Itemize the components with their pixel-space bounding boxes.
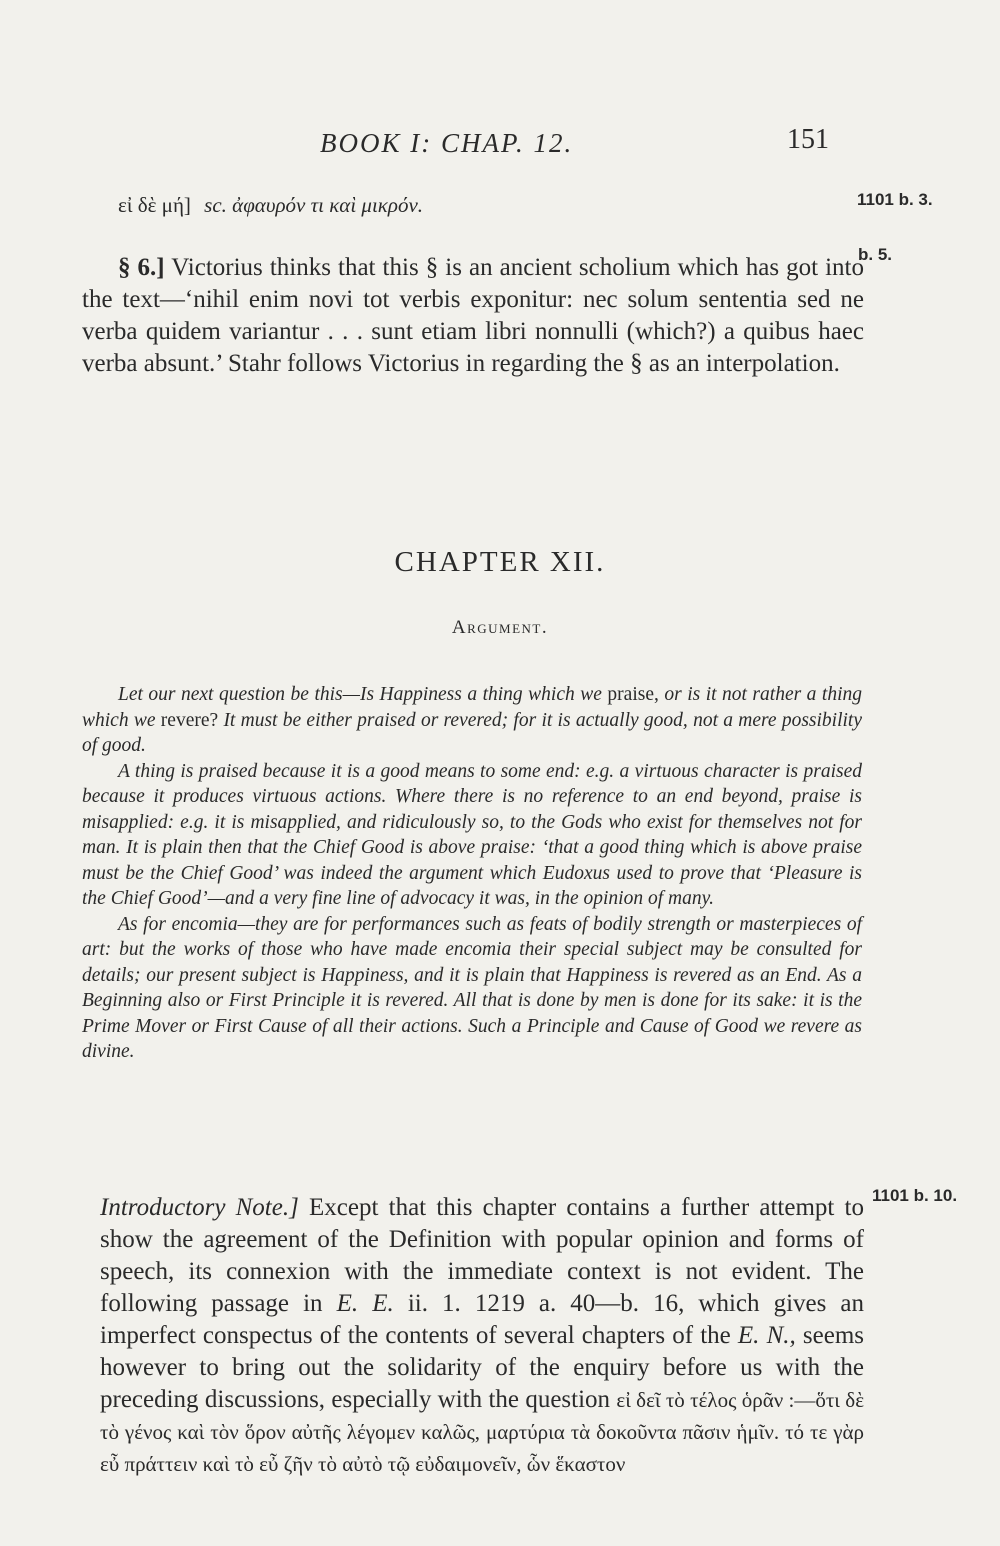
work-abbreviation: E. N., [737,1322,796,1349]
argument-paragraph: A thing is praised because it is a good means to some end: e.g. a virtuous character is praised because it produces virtuous actions. Where there is no reference to an end beyond, praise is misapplied: e.g. it is misapplied, and ridiculously so, to the Gods who exist for themselves not for man. It is plain then that the Chief Good is above praise: ‘that a good thing which is above praise must be the Chief Good’ was indeed the argument which Eudoxus used to prove that ‘Pleasure is the Chief Good’—and a very fine line of advocacy it was, in the opinion of many. [82,760,862,909]
argument-paragraph: Let our next question be this—Is Happiness a thing which we praise, or is it not rather a thing which we revere? It must be either praised or revered; for it is actually good, not a mere possibility of good. [82,684,863,756]
running-title: BOOK I: CHAP. 12. [320,128,574,158]
work-abbreviation: E. E. [336,1290,394,1317]
margin-reference: b. 5. [858,245,893,264]
margin-reference: 1101 b. 3. [857,190,933,209]
chapter-heading: CHAPTER XII. [394,546,606,578]
lemma-commentary: sc. ἀφαυρόν τι καὶ μικρόν. [204,193,424,217]
argument-text [82,682,862,1065]
section-6-text: Victorius thinks that this § is an ancient scholium which has got into the text—‘nihil enim novi tot verbis exponitur: nec solum sententia sed ne verba quidem variantur . . . sunt etiam libri nonnulli (which?) a quibus haec verba absunt.’ Stahr follows Victorius in regarding the § as an interpolation. [82,254,864,377]
section-6-note [82,252,864,380]
page-number: 151 [787,124,829,155]
section-marker: § 6.] [118,254,165,281]
argument-label: Argument. [451,617,549,638]
lemma-note [118,193,423,218]
page-header [0,124,1000,168]
margin-reference: 1101 b. 10. [872,1186,958,1205]
introductory-note: Introductory Note.] Except that this chapter contains a further attempt to show the agreement of the Definition with popular opinion and forms of speech, its connexion with the immediate context is not evident. The following passage in E. E. ii. 1. 1219 a. 40—b. 16, which gives an imperfect conspectus of the contents of several chapters of the E. N., seems however to bring out the solidarity of the enquiry before us with the preceding discussions, especially with the question εἰ δεῖ τὸ τέλος ὁρᾶν :—ὅτι δὲ τὸ γένος καὶ τὸν ὅρον αὐτῆς λέγομεν καλῶς, μαρτύρια τὰ δοκοῦντα πᾶσιν ἡμῖν. τό τε γὰρ εὖ πράττειν καὶ τὸ εὖ ζῆν τὸ αὐτὸ τῷ εὐδαιμονεῖν, ὧν ἕκαστον [100,1194,865,1476]
introductory-note-label: Introductory Note.] [100,1194,299,1221]
greek-quotation: εἰ δεῖ τὸ τέλος ὁρᾶν :—ὅτι δὲ τὸ γένος καὶ τὸν ὅρον αὐτῆς λέγομεν καλῶς, μαρτύρια τὰ δοκοῦντα πᾶσιν ἡμῖν. τό τε γὰρ εὖ πράττειν καὶ τὸ εὖ ζῆν τὸ αὐτὸ τῷ εὐδαιμονεῖν, ὧν ἕκαστον [100,1388,865,1476]
lemma-greek: εἰ δὲ μή] [118,193,191,217]
argument-paragraph: As for encomia—they are for performances such as feats of bodily strength or masterpieces of art: but the works of those who have made encomia their special subject may be consulted for details; our present subject is Happiness, and it is plain that Happiness is revered as an End. As a Beginning also or First Principle it is revered. All that is done by men is done for its sake: it is the Prime Mover or First Cause of all their actions. Such a Principle and Cause of Good we revere as divine. [82,913,862,1062]
